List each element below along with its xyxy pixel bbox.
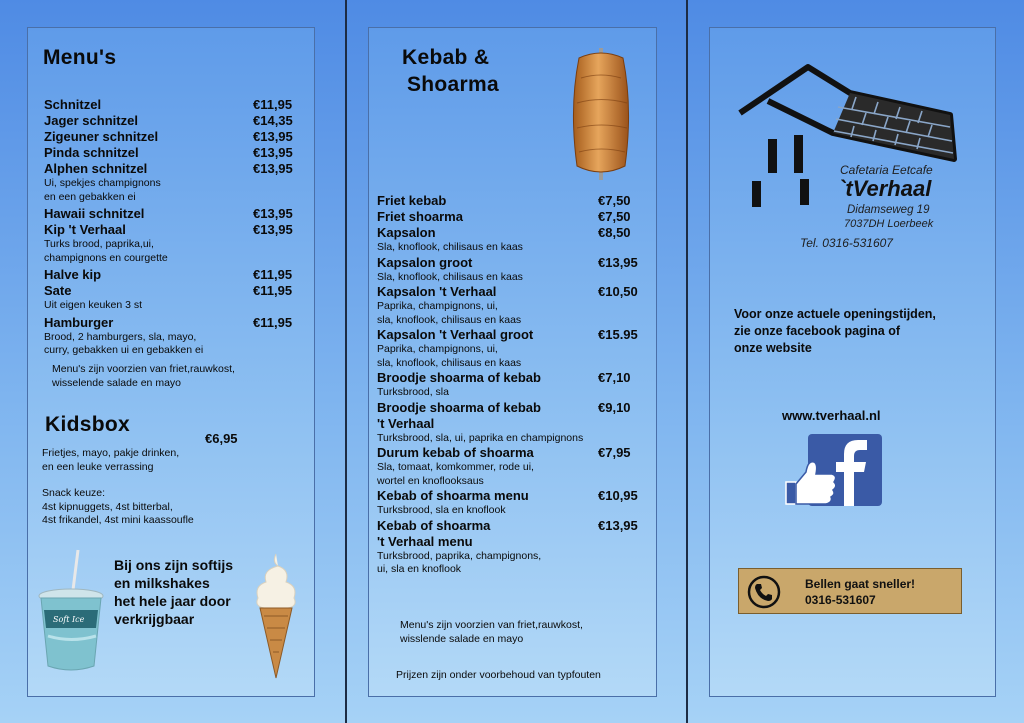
info-panel — [709, 27, 996, 697]
kebab-item-price: €10,95 — [598, 488, 638, 503]
menu-item-name: Pinda schnitzel — [44, 145, 139, 160]
kebab-item-price: €9,10 — [598, 399, 631, 415]
call-line2: 0316-531607 — [805, 593, 876, 607]
kebab-item-price: €13,95 — [598, 254, 638, 270]
menu-item-description: Brood, 2 hamburgers, sla, mayo, — [44, 330, 197, 343]
menu-item-price: €11,95 — [253, 314, 293, 330]
menu-item-name: Sate — [44, 283, 72, 298]
website-link[interactable]: www.tverhaal.nl — [782, 408, 881, 423]
kebab-item-name: Kapsalon — [377, 225, 436, 240]
kebab-note-line: wisslende salade en mayo — [400, 633, 524, 645]
kebab-item-name: Broodje shoarma of kebab — [377, 399, 541, 415]
menu-item-name: Halve kip — [44, 267, 102, 282]
info-line: Voor onze actuele openingstijden, — [734, 307, 936, 321]
menu-item-name: Alphen schnitzel — [44, 161, 148, 176]
kebab-item-description: ui, sla en knoflook — [377, 563, 462, 575]
kebab-item-name: Broodje shoarma of kebab — [377, 370, 541, 385]
kebab-item-price: €7,50 — [598, 209, 631, 224]
menu-item-name: Schnitzel — [44, 97, 102, 112]
kebab-title-line1: Kebab & — [402, 46, 490, 69]
kebab-item-price: €7,50 — [598, 193, 631, 208]
kebab-item-description: Sla, knoflook, chilisaus en kaas — [377, 241, 523, 253]
kebab-item-description: Paprika, champignons, ui, — [377, 300, 498, 312]
phone-icon — [747, 575, 781, 609]
kebab-item-name: Durum kebab of shoarma — [377, 445, 534, 460]
kebab-item-description: Turksbrood, paprika, champignons, — [377, 549, 542, 562]
kebab-item-description: sla, knoflook, chilisaus en kaas — [377, 313, 522, 326]
kebab-item-description: Sla, knoflook, chilisaus en kaas — [377, 270, 523, 283]
price-disclaimer: Prijzen zijn onder voorbehoud van typfouten — [396, 669, 601, 681]
menu-item-price: €11,95 — [253, 267, 293, 282]
milkshake-cup-illustration — [38, 548, 108, 673]
kidsbox-title: Kidsbox — [45, 413, 130, 436]
fold-line-left — [345, 0, 347, 723]
kebab-item-name: Kapsalon groot — [377, 254, 473, 270]
logo-street: Didamseweg 19 — [847, 204, 930, 216]
menus-title: Menu's — [43, 46, 117, 69]
kebab-item-description: Paprika, champignons, ui, — [377, 343, 498, 355]
menu-item-description: curry, gebakken ui en gebakken ei — [44, 344, 204, 356]
kebab-item-name: 't Verhaal menu — [377, 533, 473, 549]
menus-note-line: wisselende salade en mayo — [52, 377, 181, 389]
kebab-item-description: Sla, tomaat, komkommer, rode ui, — [377, 461, 534, 473]
call-line1: Bellen gaat sneller! — [805, 577, 916, 591]
fold-line-right — [686, 0, 688, 723]
ice-cream-cone-illustration — [252, 552, 300, 680]
kebab-item-description: Turksbrood, sla en knoflook — [377, 504, 506, 516]
kebab-shoarma-panel — [368, 27, 657, 697]
info-line: zie onze facebook pagina of — [734, 324, 900, 338]
kebab-item-description: sla, knoflook, chilisaus en kaas — [377, 356, 522, 369]
kebab-item-description: Turksbrood, sla — [377, 386, 449, 398]
menu-item-price: €13,95 — [253, 129, 293, 144]
kebab-note-line: Menu's zijn voorzien van friet,rauwkost, — [400, 619, 583, 631]
kebab-item-name: Kapsalon 't Verhaal groot — [377, 327, 534, 342]
call-box[interactable] — [738, 568, 962, 614]
kidsbox-snack-line: 4st kipnuggets, 4st bitterbal, — [42, 500, 173, 513]
kebab-title-line2: Shoarma — [407, 73, 499, 96]
kidsbox-price: €6,95 — [205, 431, 238, 446]
menu-item-price: €14,35 — [253, 113, 293, 128]
menu-item-name: Kip 't Verhaal — [44, 222, 126, 237]
promo-line: verkrijgbaar — [114, 611, 195, 627]
kebab-item-description: wortel en knoflooksaus — [377, 474, 484, 487]
kebab-item-price: €15.95 — [598, 327, 638, 342]
menus-note-line: Menu's zijn voorzien van friet,rauwkost, — [52, 363, 235, 375]
kebab-item-description: Turksbrood, sla, ui, paprika en champignons — [377, 431, 584, 444]
menus-panel — [27, 27, 315, 697]
menu-item-price: €13,95 — [253, 161, 293, 176]
menu-item-price: €11,95 — [253, 97, 293, 112]
facebook-like-icon[interactable] — [784, 432, 884, 508]
menu-item-description: Ui, spekjes champignons — [44, 177, 161, 189]
kebab-item-name: Friet shoarma — [377, 209, 463, 224]
kebab-item-name: Kebab of shoarma menu — [377, 488, 529, 503]
logo-phone: Tel. 0316-531607 — [800, 236, 893, 250]
kidsbox-snack-line: 4st frikandel, 4st mini kaassoufle — [42, 514, 194, 526]
menu-item-description: Turks brood, paprika,ui, — [44, 238, 154, 250]
promo-line: en milkshakes — [114, 575, 210, 591]
menu-item-name: Zigeuner schnitzel — [44, 129, 159, 144]
menu-item-name: Hamburger — [44, 314, 114, 330]
kebab-item-price: €7,10 — [598, 370, 631, 385]
doner-kebab-illustration — [565, 48, 637, 180]
promo-line: het hele jaar door — [114, 593, 231, 609]
kebab-item-name: Kebab of shoarma — [377, 517, 491, 533]
menu-item-description: Uit eigen keuken 3 st — [44, 299, 143, 311]
logo-name: `tVerhaal — [838, 176, 932, 201]
menu-item-name: Hawaii schnitzel — [44, 206, 145, 221]
menu-item-name: Jager schnitzel — [44, 113, 138, 128]
info-line: onze website — [734, 341, 812, 355]
kebab-item-price: €7,95 — [598, 445, 631, 460]
menu-item-price: €13,95 — [253, 222, 293, 237]
kidsbox-snack-line: Snack keuze: — [42, 487, 106, 499]
kebab-item-price: €8,50 — [598, 225, 631, 240]
kebab-item-name: Kapsalon 't Verhaal — [377, 284, 497, 299]
menu-item-price: €11,95 — [253, 283, 293, 298]
logo-city: 7037DH Loerbeek — [844, 218, 934, 230]
menu-item-price: €13,95 — [253, 206, 293, 221]
kebab-item-name: 't Verhaal — [377, 415, 435, 431]
menu-item-price: €13,95 — [253, 145, 293, 160]
promo-line: Bij ons zijn softijs — [114, 557, 234, 573]
logo-subtitle: Cafetaria Eetcafe — [840, 163, 933, 177]
kebab-item-price: €13,95 — [598, 517, 638, 533]
menu-item-description: champignons en courgette — [44, 251, 168, 264]
kidsbox-desc-line: en een leuke verrassing — [42, 460, 154, 473]
kidsbox-desc-line: Frietjes, mayo, pakje drinken, — [42, 447, 180, 459]
cup-label: Soft Ice — [53, 615, 85, 624]
kebab-item-price: €10,50 — [598, 284, 638, 299]
kebab-item-name: Friet kebab — [377, 193, 447, 208]
menu-item-description: en een gebakken ei — [44, 190, 136, 203]
